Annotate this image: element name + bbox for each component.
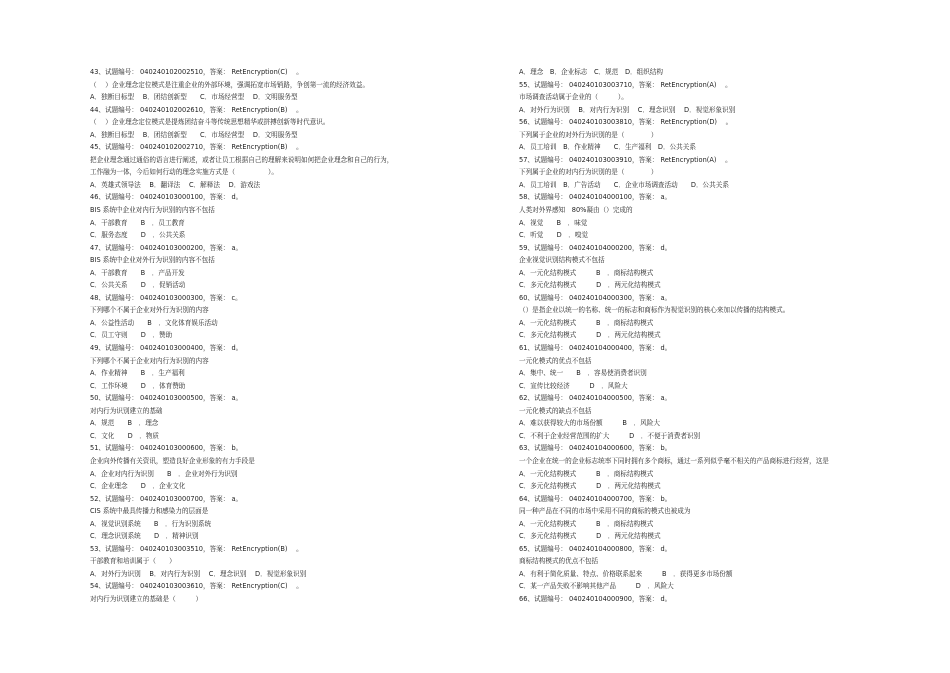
text-line: 57、试题编号： 040240103003910，答案： RetEncryption(A) 。 — [519, 155, 732, 164]
text-line: 58、试题编号： 040240104000100，答案： a。 — [519, 193, 672, 202]
text-line: A．对外行为识别 B．对内行为识别 C．理念识别 D．视觉形象识别 — [90, 569, 307, 578]
text-line: C．员工守则 D ．赞助 — [90, 331, 173, 340]
text-line: A．独断目标型 B．团结创新型 C．市场经营型 D．文明服务型 — [90, 130, 298, 139]
text-line: 下列属于企业的对内行为识别的是（ ） — [519, 168, 658, 177]
text-line: 下列哪个不属于企业对外行为识别的内容 — [90, 306, 209, 315]
text-line: （）是指企业以统一的名称、统一的标志和商标作为视觉识别的核心来加以传播的结构模式。 — [519, 306, 790, 315]
text-line: 66、试题编号： 040240104000900，答案： d。 — [519, 594, 672, 603]
text-line: 人类对外界感知 80%凝由（）完成的 — [519, 206, 633, 215]
right-text-column — [519, 66, 919, 606]
text-line: CIS 系统中最具传播力和感染力的层面是 — [90, 507, 209, 516]
text-line: A．集中、统一 B ．容易使消费者识别 — [519, 369, 647, 378]
text-line: C．某一产品失败不影响其他产品 D ．风险大 — [519, 582, 674, 591]
text-line: A．英雄式领导法 B．翻译法 C．解释法 D．游戏法 — [90, 180, 261, 189]
text-line: A．干部教育 B ．员工教育 — [90, 218, 185, 227]
text-line: C．宣传比较经济 D ．风险大 — [519, 381, 628, 390]
text-line: A．难以获得较大的市场份额 B ．风险大 — [519, 419, 660, 428]
text-line: 47、试题编号： 040240103000200，答案： a。 — [90, 243, 243, 252]
text-line: C．理念识别系统 D ．精神识别 — [90, 532, 199, 541]
text-line: 59、试题编号： 040240104000200，答案： d。 — [519, 243, 672, 252]
text-line: 同一种产品在不同的市场中采用不同的商标的模式也被成为 — [519, 507, 691, 516]
text-line: 工作融为一体，今后如何行动的理念实施方式是（ ）。 — [90, 168, 278, 177]
text-line: A．公益性活动 B ．文化体育娱乐活动 — [90, 318, 218, 327]
text-line: （ ）企业理念定位模式是提炼团结奋斗等传统思想精华或拼搏创新等时代意识。 — [90, 118, 330, 127]
text-line: 一元化模式的优点不包括 — [519, 356, 592, 365]
text-line: 61、试题编号： 040240104000400，答案： d。 — [519, 344, 672, 353]
text-line: 46、试题编号： 040240103000100，答案： d。 — [90, 193, 243, 202]
text-line: 45、试题编号： 040240102002710，答案： RetEncryption(B) 。 — [90, 143, 303, 152]
text-line: A．理念 B．企业标志 C．规范 D．组织结构 — [519, 68, 663, 76]
text-line: 65、试题编号： 040240104000800，答案： d。 — [519, 544, 672, 553]
text-line: 商标结构模式的优点不包括 — [519, 557, 599, 566]
text-line: A．独断目标型 B．团结创新型 C．市场经营型 D．文明服务型 — [90, 93, 298, 102]
text-line: C．听觉 D ．嗅觉 — [519, 231, 589, 240]
text-line: 48、试题编号： 040240103000300，答案： c。 — [90, 293, 242, 302]
text-line: 44、试题编号： 040240102002610，答案： RetEncryption(B) 。 — [90, 105, 303, 114]
text-line: 下列属于企业的对外行为识别的是（ ） — [519, 130, 658, 139]
text-line: BIS 系统中企业对外行为识别的内容不包括 — [90, 256, 215, 265]
text-line: 53、试题编号： 040240103003510，答案： RetEncryption(B) 。 — [90, 544, 303, 553]
text-line: A．一元化结构模式 B ．商标结构模式 — [519, 469, 654, 478]
text-line: A．企业对内行为识别 B ．企业对外行为识别 — [90, 469, 238, 478]
text-line: 市场调查活动属于企业的（ ）。 — [519, 93, 628, 102]
text-line: C．多元化结构模式 D ．两元化结构模式 — [519, 482, 661, 491]
text-line: C．工作环境 D ．体育赞助 — [90, 381, 186, 390]
text-line: BIS 系统中企业对内行为识别的内容不包括 — [90, 206, 215, 215]
text-line: 对内行为识别建立的基础 — [90, 406, 163, 415]
text-line: 64、试题编号： 040240104000700，答案： b。 — [519, 494, 672, 503]
text-line: 43、试题编号： 040240102002510，答案： RetEncryption(C) 。 — [90, 68, 303, 76]
text-line: 52、试题编号： 040240103000700，答案： a。 — [90, 494, 243, 503]
text-line: A．有利于简化质量、特点、价格联系起来 B ．获得更多市场份额 — [519, 569, 733, 578]
text-line: 51、试题编号： 040240103000600，答案： b。 — [90, 444, 243, 453]
text-line: 企业视觉识别结构模式不包括 — [519, 256, 605, 265]
text-line: C．文化 D ．物质 — [90, 431, 160, 440]
text-line: A．视觉 B ．味觉 — [519, 218, 588, 227]
text-line: 下列哪个不属于企业对内行为识别的内容 — [90, 356, 209, 365]
text-line: A．视觉识别系统 B ．行为识别系统 — [90, 519, 212, 528]
text-line: 55、试题编号： 040240103003710，答案： RetEncryption(A) 。 — [519, 80, 732, 89]
text-line: A．对外行为识别 B．对内行为识别 C．理念识别 D．视觉形象识别 — [519, 105, 736, 114]
text-line: 60、试题编号： 040240104000300，答案： a。 — [519, 293, 672, 302]
text-line: 49、试题编号： 040240103000400，答案： d。 — [90, 344, 243, 353]
text-line: 54、试题编号： 040240103003610，答案： RetEncryption(C) 。 — [90, 582, 303, 591]
text-line: （ ）企业理念定位模式是注重企业的外部环境，强调拓宽市场销路，争创第一流的经济效益。 — [90, 80, 370, 89]
text-line: 对内行为识别建立的基础是（ ） — [90, 594, 203, 603]
text-line: 62、试题编号： 040240104000500，答案： a。 — [519, 394, 672, 403]
text-line: 干部教育和培训属于（ ） — [90, 557, 176, 566]
text-line: 一个企业在统一的企业标志统率下同时拥有多个商标，通过一系列似乎毫不相关的产品商标进行经营，这是 — [519, 456, 829, 465]
text-line: A．员工培训 B．广告活动 C．企业市场调查活动 D．公共关系 — [519, 180, 729, 189]
text-line: C．企业理念 D ．企业文化 — [90, 482, 186, 491]
text-line: A．干部教育 B ．产品开发 — [90, 268, 185, 277]
text-line: C．多元化结构模式 D ．两元化结构模式 — [519, 281, 661, 290]
text-line: A．一元化结构模式 B ．商标结构模式 — [519, 519, 654, 528]
text-line: C．不利于企业经营范围的扩大 D ．不便于消费者识别 — [519, 431, 701, 440]
left-text-column — [90, 66, 490, 606]
text-line: 50、试题编号： 040240103000500，答案： a。 — [90, 394, 243, 403]
text-line: C．多元化结构模式 D ．两元化结构模式 — [519, 331, 661, 340]
text-line: 56、试题编号： 040240103003810，答案： RetEncryption(D) 。 — [519, 118, 733, 127]
text-line: C．服务态度 D ．公共关系 — [90, 231, 186, 240]
text-line: A．一元化结构模式 B ．商标结构模式 — [519, 318, 654, 327]
text-line: A．规范 B ．理念 — [90, 419, 159, 428]
text-line: 63、试题编号： 040240104000600，答案： b。 — [519, 444, 672, 453]
text-line: C．公共关系 D ．促销活动 — [90, 281, 186, 290]
text-line: A．员工培训 B．作业精神 C．生产福利 D．公共关系 — [519, 143, 696, 152]
text-line: 一元化模式的缺点不包括 — [519, 406, 592, 415]
text-line: 把企业理念通过通俗的语言进行阐述，或者让员工根据自己的理解来说明如何把企业理念和自己的行为， — [90, 155, 394, 164]
text-line: A．一元化结构模式 B ．商标结构模式 — [519, 268, 654, 277]
text-line: 企业向外传播有关资讯，塑造良好企业形象的有力手段是 — [90, 456, 255, 465]
text-line: A．作业精神 B ．生产福利 — [90, 369, 185, 378]
text-line: C．多元化结构模式 D ．两元化结构模式 — [519, 532, 661, 541]
